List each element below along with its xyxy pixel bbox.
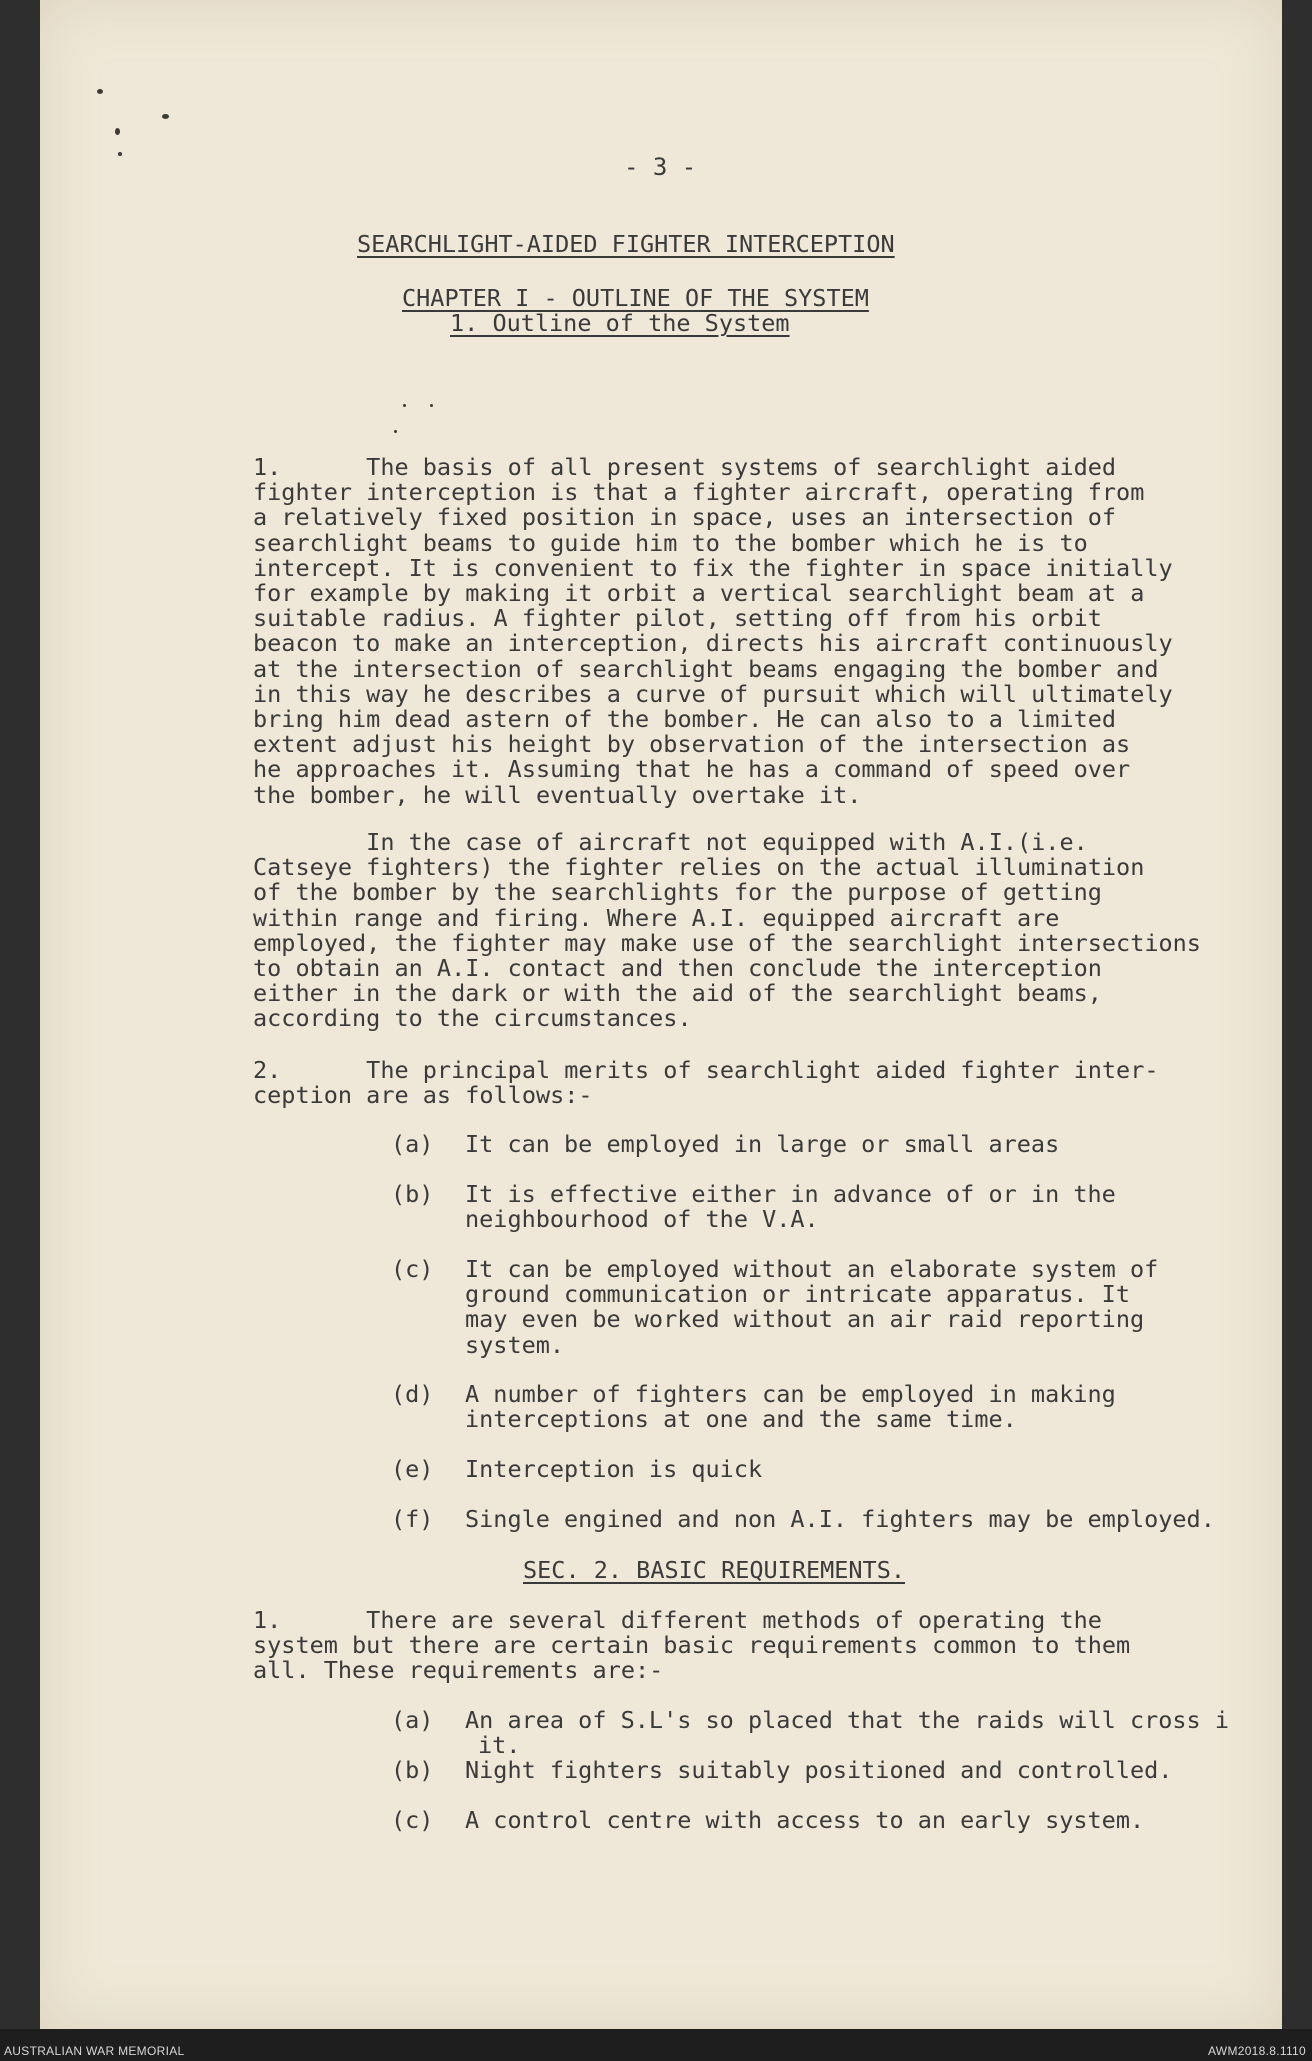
list-item-letter: (a) xyxy=(391,1130,434,1158)
paper-mark xyxy=(118,152,122,156)
text-line: suitable radius. A fighter pilot, setting off from his orbit xyxy=(253,604,1102,632)
text-line: either in the dark or with the aid of the searchlight beams, xyxy=(253,979,1102,1007)
list-item-text: may even be worked without an air raid reporting xyxy=(465,1305,1145,1333)
list-item-text: It can be employed without an elaborate system of xyxy=(465,1255,1159,1283)
document-title: SEARCHLIGHT-AIDED FIGHTER INTERCEPTION xyxy=(357,230,895,258)
text-line: system but there are certain basic requirements common to them xyxy=(253,1631,1131,1659)
list-item-letter: (e) xyxy=(391,1455,434,1483)
text-line: bring him dead astern of the bomber. He can also to a limited xyxy=(253,705,1117,733)
text-line: all. These requirements are:- xyxy=(253,1656,664,1684)
text-line: to obtain an A.I. contact and then conclude the interception xyxy=(253,954,1102,982)
list-item-letter: (a) xyxy=(391,1706,434,1734)
list-item-text: ground communication or intricate apparatus. It xyxy=(465,1280,1130,1308)
section-2-heading: SEC. 2. BASIC REQUIREMENTS. xyxy=(523,1556,906,1584)
paper-mark xyxy=(394,430,397,433)
list-item-letter: (c) xyxy=(391,1806,434,1834)
paper-mark xyxy=(97,89,103,94)
text-line: extent adjust his height by observation of the intersection as xyxy=(253,730,1131,758)
page-number: - 3 - xyxy=(624,153,697,181)
section-heading: 1. Outline of the System xyxy=(450,309,790,337)
list-item-text: It can be employed in large or small areas xyxy=(465,1130,1060,1158)
list-item-text: A control centre with access to an early system. xyxy=(465,1806,1145,1834)
text-line: intercept. It is convenient to fix the fighter in space initially xyxy=(253,554,1173,582)
text-line: the bomber, he will eventually overtake it. xyxy=(253,781,862,809)
paper-mark xyxy=(115,128,120,135)
text-line: In the case of aircraft not equipped with A.I.(i.e. xyxy=(253,828,1088,856)
text-line: 1. The basis of all present systems of searchlight aided xyxy=(253,453,1117,481)
list-item-text: Interception is quick xyxy=(465,1455,763,1483)
text-line: he approaches it. Assuming that he has a command of speed over xyxy=(253,755,1131,783)
list-item-text: system. xyxy=(465,1331,565,1359)
text-line: ception are as follows:- xyxy=(253,1081,593,1109)
list-item-text: Single engined and non A.I. fighters may be employed. xyxy=(465,1505,1215,1533)
list-item-text: Night fighters suitably positioned and controlled. xyxy=(465,1756,1173,1784)
footer-bar xyxy=(0,2029,1312,2061)
list-item-letter: (b) xyxy=(391,1180,434,1208)
text-line: of the bomber by the searchlights for the purpose of getting xyxy=(253,878,1102,906)
text-line: searchlight beams to guide him to the bomber which he is to xyxy=(253,529,1088,557)
list-item-text: it. xyxy=(478,1731,521,1759)
text-line: Catseye fighters) the fighter relies on the actual illumination xyxy=(253,853,1145,881)
footer-accession-number: AWM2018.8.1110 xyxy=(1207,2044,1306,2058)
list-item-text: It is effective either in advance of or in the xyxy=(465,1180,1116,1208)
text-line: within range and firing. Where A.I. equipped aircraft are xyxy=(253,904,1060,932)
text-line: fighter interception is that a fighter aircraft, operating from xyxy=(253,478,1145,506)
text-line: beacon to make an interception, directs his aircraft continuously xyxy=(253,629,1173,657)
text-line: 1. There are several different methods of operating the xyxy=(253,1606,1102,1634)
list-item-text: interceptions at one and the same time. xyxy=(465,1405,1017,1433)
list-item-text: An area of S.L's so placed that the raids will cross i xyxy=(465,1706,1230,1734)
paper-mark xyxy=(430,404,433,407)
paper-mark xyxy=(162,114,169,119)
list-item-text: A number of fighters can be employed in making xyxy=(465,1380,1116,1408)
text-line: for example by making it orbit a vertical searchlight beam at a xyxy=(253,579,1145,607)
text-line: employed, the fighter may make use of the searchlight intersections xyxy=(253,929,1201,957)
list-item-letter: (f) xyxy=(391,1505,434,1533)
text-line: according to the circumstances. xyxy=(253,1004,692,1032)
chapter-heading: CHAPTER I - OUTLINE OF THE SYSTEM xyxy=(402,284,869,312)
footer-credit: AUSTRALIAN WAR MEMORIAL xyxy=(4,2044,185,2058)
text-line: 2. The principal merits of searchlight aided fighter inter- xyxy=(253,1056,1159,1084)
list-item-letter: (b) xyxy=(391,1756,434,1784)
paper-mark xyxy=(403,404,406,407)
list-item-letter: (c) xyxy=(391,1255,434,1283)
text-line: in this way he describes a curve of pursuit which will ultimately xyxy=(253,680,1173,708)
list-item-text: neighbourhood of the V.A. xyxy=(465,1205,819,1233)
list-item-letter: (d) xyxy=(391,1380,434,1408)
text-line: a relatively fixed position in space, uses an intersection of xyxy=(253,503,1117,531)
text-line: at the intersection of searchlight beams engaging the bomber and xyxy=(253,655,1159,683)
